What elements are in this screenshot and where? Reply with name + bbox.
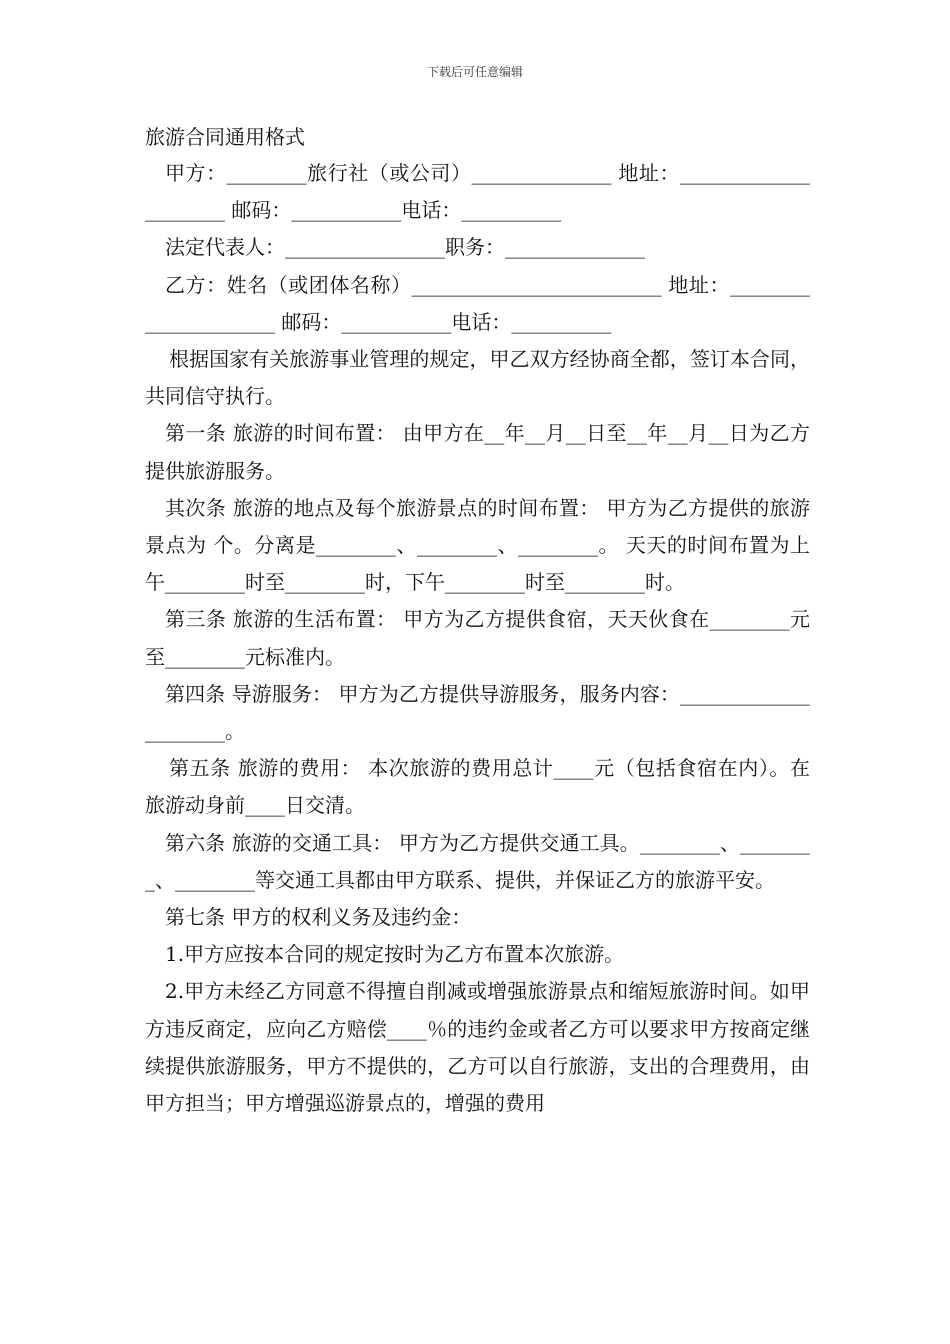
article-7-item-1: 1.甲方应按本合同的规定按时为乙方布置本次旅游。 xyxy=(165,942,625,967)
legal-representative-paragraph: 法定代表人：________________职务：______________ xyxy=(165,235,645,260)
party-b-paragraph: 乙方：姓名（或团体名称）_________________________ 地址：_____________________ 邮码：___________电话：__________ xyxy=(145,272,810,334)
document-title: 旅游合同通用格式 xyxy=(145,125,305,149)
article-2-paragraph: 其次条 旅游的地点及每个旅游景点的时间布置： 甲方为乙方提供的旅游景点为 个。分离是________、________、________。 天天的时间布置为上午________时至________时，下午________时至________时。 xyxy=(145,495,810,595)
party-a-paragraph: 甲方：________旅行社（或公司）______________ 地址：_____________________ 邮码：___________电话：__________ xyxy=(145,161,810,223)
page-header-note: 下载后可任意编辑 xyxy=(426,65,523,79)
article-7-item-2: 2.甲方未经乙方同意不得擅自削减或增强旅游景点和缩短旅游时间。如甲方违反商定，应向乙方赔偿____％的违约金或者乙方可以要求甲方按商定继续提供旅游服务，甲方不提供的，乙方可以自行旅游，支出的合理费用，由甲方担当；甲方增强巡游景点的，增强的费用 xyxy=(145,979,810,1116)
article-1-paragraph: 第一条 旅游的时间布置： 由甲方在__年__月__日至__年__月__日为乙方提供旅游服务。 xyxy=(145,421,810,483)
article-7-heading: 第七条 甲方的权利义务及违约金： xyxy=(165,905,472,930)
article-5-paragraph: 第五条 旅游的费用： 本次旅游的费用总计____元（包括食宿在内）。在旅游动身前____日交清。 xyxy=(145,756,810,818)
article-6-paragraph: 第六条 旅游的交通工具： 甲方为乙方提供交通工具。________、________、________等交通工具都由甲方联系、提供，并保证乙方的旅游平安。 xyxy=(145,830,810,892)
article-4-paragraph: 第四条 导游服务： 甲方为乙方提供导游服务，服务内容：_____________________。 xyxy=(145,681,810,744)
preamble-paragraph: 根据国家有关旅游事业管理的规定，甲乙双方经协商全都，签订本合同，共同信守执行。 xyxy=(145,347,810,409)
article-3-paragraph: 第三条 旅游的生活布置： 甲方为乙方提供食宿，天天伙食在________元至________元标准内。 xyxy=(145,607,810,669)
document-body xyxy=(145,155,810,1122)
